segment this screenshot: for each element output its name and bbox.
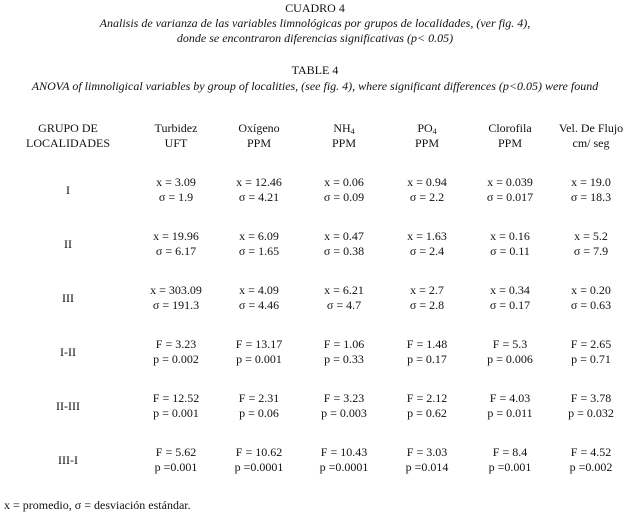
cell-dispersion: σ = 191.3 xyxy=(152,298,200,312)
cell-dispersion: σ = 18.3 xyxy=(570,190,612,204)
cell-stat: F = 3.23 xyxy=(155,337,197,351)
cell-dispersion: σ = 0.38 xyxy=(323,244,365,258)
cell-stat: F = 2.65 xyxy=(570,337,612,351)
cell-stat: x = 0.06 xyxy=(324,175,364,189)
cell-stat: x = 303.09 xyxy=(150,283,202,297)
cell-stat: x = 6.21 xyxy=(324,283,364,297)
cell-dispersion: σ = 2.8 xyxy=(409,298,445,312)
header-col-name-text: PO xyxy=(417,121,433,135)
cell-stat: x = 0.94 xyxy=(407,175,447,189)
cell-dispersion: p = 0.62 xyxy=(407,406,447,420)
header-col-unit: PPM xyxy=(497,136,523,150)
cell-stat: x = 6.09 xyxy=(239,229,279,243)
table-cell xyxy=(302,163,386,217)
table-cell xyxy=(468,271,552,325)
cell-stat: F = 3.23 xyxy=(323,391,365,405)
header-col-name: Turbidez xyxy=(154,121,198,135)
cell-stat: F = 10.62 xyxy=(235,445,283,459)
header-col-name xyxy=(386,121,468,136)
table-cell xyxy=(216,433,302,487)
table-cell xyxy=(468,379,552,433)
cell-dispersion: σ = 7.9 xyxy=(573,244,609,258)
table-row xyxy=(0,163,630,217)
cell-dispersion: p = 0.032 xyxy=(568,406,614,420)
caption-en-label: TABLE 4 xyxy=(291,63,339,77)
table-cell xyxy=(216,217,302,271)
cell-stat: x = 12.46 xyxy=(236,175,282,189)
table-cell xyxy=(136,325,216,379)
cell-dispersion: p = 0.006 xyxy=(487,352,533,366)
cell-stat: x = 5.2 xyxy=(574,229,608,243)
table-cell xyxy=(302,379,386,433)
cell-dispersion: σ = 0.11 xyxy=(490,244,530,258)
header-col-unit: PPM xyxy=(246,136,272,150)
header-col-name: Clorofila xyxy=(488,121,532,135)
cell-dispersion: p =0.002 xyxy=(569,460,613,474)
cell-stat: F = 2.31 xyxy=(238,391,280,405)
header-group xyxy=(0,121,136,163)
cell-dispersion: p =0.0001 xyxy=(319,460,369,474)
row-group-label: II xyxy=(64,236,72,251)
table-cell xyxy=(468,163,552,217)
cell-dispersion: σ = 2.2 xyxy=(409,190,445,204)
cell-stat: F = 12.52 xyxy=(152,391,200,405)
cell-dispersion: p = 0.001 xyxy=(153,406,199,420)
header-col-name: Oxígeno xyxy=(238,121,280,135)
table-row xyxy=(0,325,630,379)
row-group-label: III xyxy=(62,290,74,305)
table-cell xyxy=(552,325,630,379)
cell-dispersion: p = 0.71 xyxy=(571,352,611,366)
anova-table xyxy=(0,121,630,487)
row-group-label: I xyxy=(66,182,70,197)
cell-stat: x = 0.20 xyxy=(571,283,611,297)
table-cell xyxy=(216,325,302,379)
header-vel-flujo xyxy=(552,121,630,163)
table-row xyxy=(0,379,630,433)
header-nh4 xyxy=(302,121,386,163)
cell-dispersion: p = 0.17 xyxy=(407,352,447,366)
caption-es-line2: donde se encontraron diferencias significativas (p< 0.05) xyxy=(176,31,454,45)
table-cell xyxy=(468,217,552,271)
cell-dispersion: p =0.0001 xyxy=(234,460,284,474)
row-group-label: I-II xyxy=(60,344,76,359)
cell-stat: F = 5.3 xyxy=(492,337,528,351)
cell-stat: F = 3.03 xyxy=(406,445,448,459)
cell-dispersion: σ = 2.4 xyxy=(409,244,445,258)
cell-dispersion: p = 0.33 xyxy=(324,352,364,366)
cell-stat: F = 5.62 xyxy=(155,445,197,459)
cell-stat: F = 3.78 xyxy=(570,391,612,405)
header-col-name xyxy=(302,121,386,136)
table-cell xyxy=(302,325,386,379)
cell-stat: F = 4.52 xyxy=(570,445,612,459)
row-group-label: II-III xyxy=(56,398,80,413)
header-col-unit: UFT xyxy=(164,136,188,150)
cell-dispersion: p = 0.003 xyxy=(321,406,367,420)
row-group-label: III-I xyxy=(58,452,78,467)
cell-stat: F = 8.4 xyxy=(492,445,528,459)
cell-stat: x = 0.47 xyxy=(324,229,364,243)
table-cell xyxy=(552,433,630,487)
header-group-line2: LOCALIDADES xyxy=(26,136,110,150)
cell-stat: x = 19.0 xyxy=(571,175,611,189)
caption-es-label: CUADRO 4 xyxy=(285,1,345,15)
cell-stat: x = 4.09 xyxy=(239,283,279,297)
cell-stat: F = 13.17 xyxy=(235,337,283,351)
caption-es-line1: Analisis de varianza de las variables limnológicas por grupos de localidades, (ver fig. 4), xyxy=(99,16,531,30)
header-col-unit: PPM xyxy=(414,136,440,150)
caption-en-line1: ANOVA of limnoligical variables by group of localities, (see fig. 4), where significant differences (p<0.05) were found xyxy=(31,79,599,93)
header-clorofila xyxy=(468,121,552,163)
table-cell xyxy=(386,217,468,271)
table-row xyxy=(0,217,630,271)
table-row xyxy=(0,271,630,325)
table-cell xyxy=(136,433,216,487)
cell-stat: x = 19.96 xyxy=(153,229,199,243)
table-cell xyxy=(216,379,302,433)
table-cell xyxy=(136,217,216,271)
table-cell xyxy=(552,379,630,433)
table-cell xyxy=(468,325,552,379)
cell-dispersion: σ = 6.17 xyxy=(155,244,197,258)
table-cell xyxy=(386,379,468,433)
header-col-name: Vel. De Flujo xyxy=(558,121,624,135)
cell-stat: F = 2.12 xyxy=(406,391,448,405)
header-col-name-text: NH xyxy=(333,121,351,135)
table-cell xyxy=(552,217,630,271)
cell-dispersion: σ = 0.017 xyxy=(486,190,534,204)
cell-dispersion: σ = 0.09 xyxy=(323,190,365,204)
table-cell xyxy=(302,433,386,487)
cell-dispersion: σ = 0.17 xyxy=(489,298,531,312)
cell-dispersion: σ = 4.46 xyxy=(238,298,280,312)
cell-dispersion: σ = 0.63 xyxy=(570,298,612,312)
table-cell xyxy=(136,271,216,325)
cell-dispersion: p =0.014 xyxy=(405,460,449,474)
table-row xyxy=(0,433,630,487)
table-cell xyxy=(386,271,468,325)
cell-dispersion: p = 0.06 xyxy=(239,406,279,420)
header-col-subscript: 4 xyxy=(350,127,355,136)
cell-stat: F = 1.48 xyxy=(406,337,448,351)
cell-stat: x = 1.63 xyxy=(407,229,447,243)
cell-dispersion: p = 0.001 xyxy=(236,352,282,366)
cell-stat: F = 1.06 xyxy=(323,337,365,351)
header-col-unit: PPM xyxy=(331,136,357,150)
header-group-line1: GRUPO DE xyxy=(38,121,98,135)
cell-dispersion: σ = 4.7 xyxy=(326,298,362,312)
table-cell xyxy=(386,163,468,217)
table-cell xyxy=(552,163,630,217)
cell-dispersion: p = 0.011 xyxy=(487,406,533,420)
table-cell xyxy=(552,271,630,325)
cell-stat: F = 4.03 xyxy=(489,391,531,405)
cell-stat: F = 10.43 xyxy=(320,445,368,459)
header-turbidez xyxy=(136,121,216,163)
table-cell xyxy=(302,217,386,271)
cell-stat: x = 0.34 xyxy=(490,283,530,297)
cell-dispersion: σ = 4.21 xyxy=(238,190,280,204)
table-cell xyxy=(136,379,216,433)
cell-dispersion: p =0.001 xyxy=(488,460,532,474)
table-cell xyxy=(216,163,302,217)
cell-dispersion: p = 0.002 xyxy=(153,352,199,366)
header-col-subscript: 4 xyxy=(432,127,437,136)
footnote: x = promedio, σ = desviación estándar. xyxy=(4,498,191,512)
table-cell xyxy=(302,271,386,325)
header-row xyxy=(0,121,630,163)
cell-stat: x = 0.039 xyxy=(487,175,533,189)
table-cell xyxy=(468,433,552,487)
cell-dispersion: σ = 1.65 xyxy=(238,244,280,258)
header-po4 xyxy=(386,121,468,163)
table-cell xyxy=(216,271,302,325)
cell-dispersion: σ = 1.9 xyxy=(158,190,194,204)
table-body xyxy=(0,163,630,487)
cell-dispersion: p =0.001 xyxy=(154,460,198,474)
cell-stat: x = 0.16 xyxy=(490,229,530,243)
cell-stat: x = 2.7 xyxy=(410,283,444,297)
table-cell xyxy=(136,163,216,217)
header-oxigeno xyxy=(216,121,302,163)
header-col-unit: cm/ seg xyxy=(572,136,610,150)
table-cell xyxy=(386,433,468,487)
table-cell xyxy=(386,325,468,379)
cell-stat: x = 3.09 xyxy=(156,175,196,189)
